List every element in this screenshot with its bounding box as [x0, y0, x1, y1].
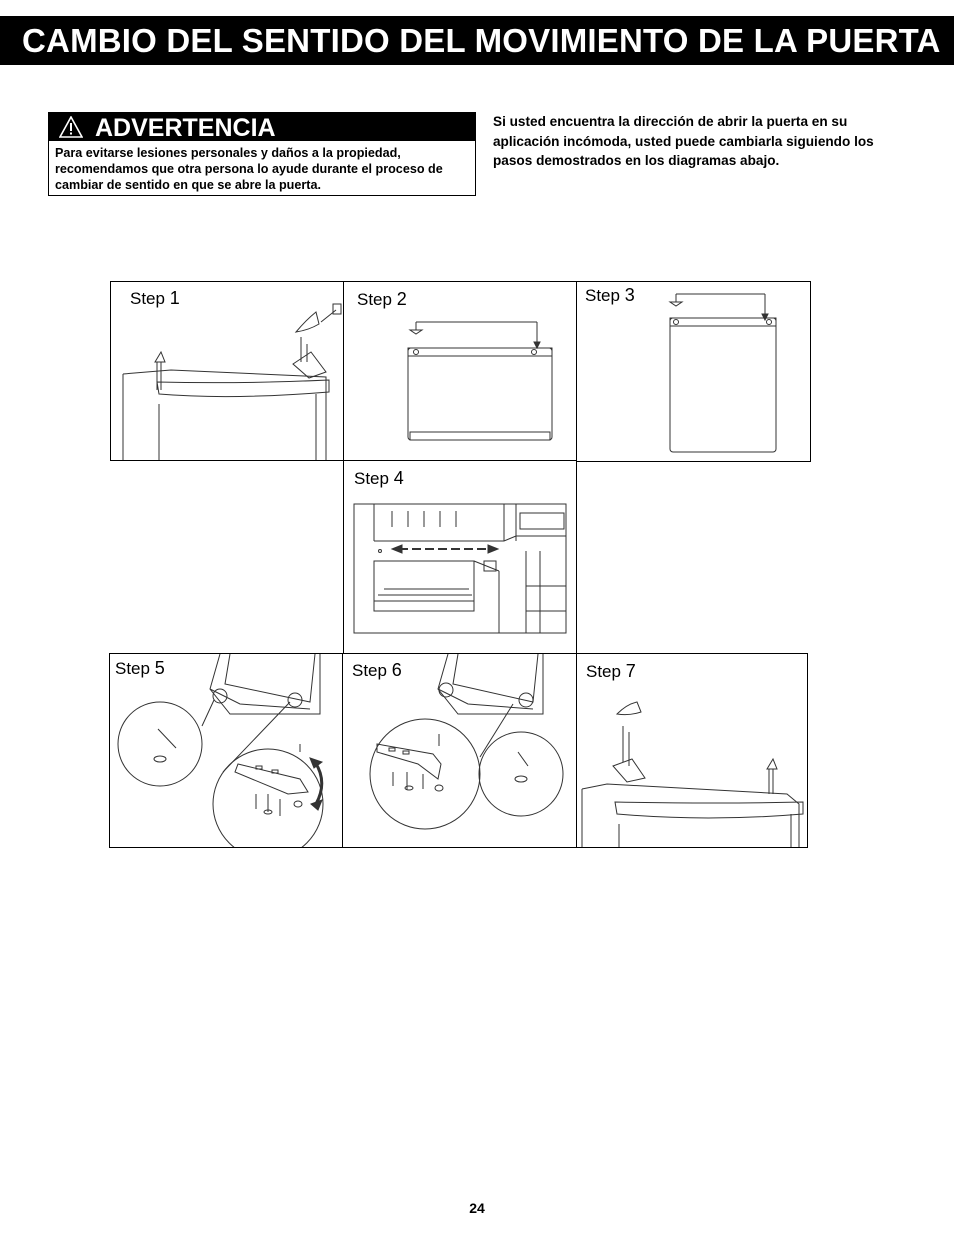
step-4-label: [354, 468, 404, 489]
step-3-panel: [576, 281, 811, 462]
step-word: Step: [354, 469, 389, 488]
step-word: Step: [115, 659, 150, 678]
step-word: Step: [352, 661, 387, 680]
warning-header: [49, 113, 475, 141]
step-7-panel: [576, 653, 808, 848]
step-5-label: [115, 658, 165, 679]
step-7-label: [586, 661, 636, 682]
step-1-label: [130, 288, 180, 309]
step-5-panel: [109, 653, 344, 848]
step-6-panel: [342, 653, 577, 848]
step-6-label: [352, 660, 402, 681]
step-number: 3: [624, 285, 635, 305]
step-number: 7: [625, 661, 636, 681]
step-4-illustration: [344, 461, 577, 655]
step-word: Step: [357, 290, 392, 309]
step-2-label: [357, 289, 407, 310]
step-7-illustration: [577, 654, 808, 848]
step-5-illustration: [110, 654, 344, 848]
step-number: 5: [154, 658, 165, 678]
warning-box: [48, 112, 476, 196]
step-word: Step: [130, 289, 165, 308]
intro-paragraph: Si usted encuentra la dirección de abrir la puerta en su aplicación incómoda, usted puede cambiarla siguiendo los pasos demostrados en los diagramas abajo.: [493, 114, 874, 168]
step-number: 1: [169, 288, 180, 308]
step-3-label: [585, 285, 635, 306]
page-title: CAMBIO DEL SENTIDO DEL MOVIMIENTO DE LA PUERTA: [22, 22, 941, 59]
step-number: 2: [396, 289, 407, 309]
page-number: 24: [469, 1200, 485, 1216]
step-6-illustration: [343, 654, 577, 848]
step-1-panel: [110, 281, 344, 461]
step-number: 6: [391, 660, 402, 680]
step-word: Step: [586, 662, 621, 681]
warning-triangle-icon: [59, 116, 83, 138]
warning-label: ADVERTENCIA: [95, 114, 276, 142]
step-4-panel: [343, 460, 577, 655]
title-bar: [0, 16, 954, 65]
step-word: Step: [585, 286, 620, 305]
step-3-illustration: [577, 282, 811, 462]
step-number: 4: [393, 468, 404, 488]
warning-text: Para evitarse lesiones personales y daños a la propiedad, recomendamos que otra persona lo ayude durante el proceso de cambiar de sentido en que se abre la puerta.: [55, 146, 443, 192]
step-2-panel: [343, 281, 577, 461]
